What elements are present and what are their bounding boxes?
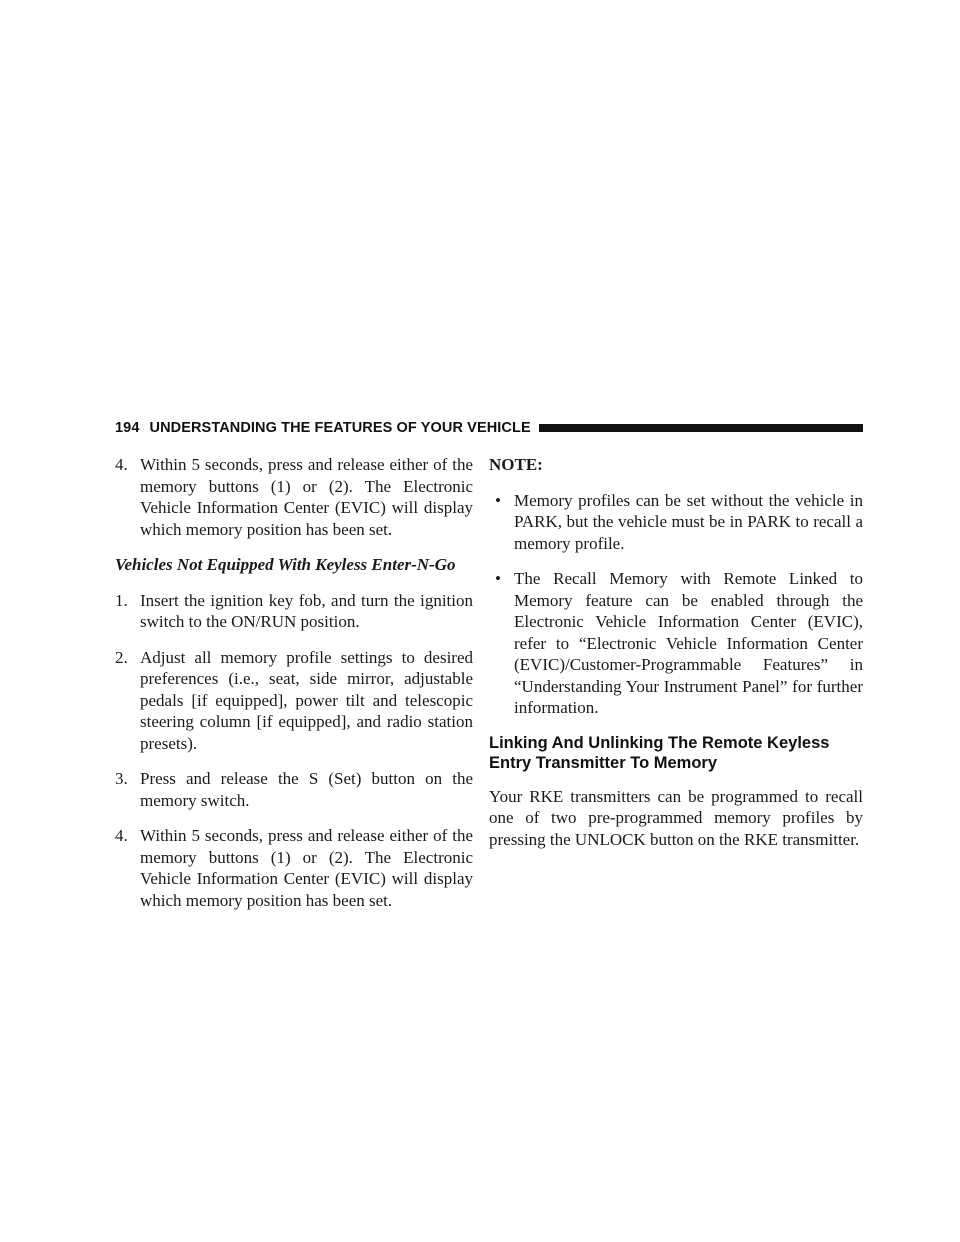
- step-text: Within 5 seconds, press and release either of the memory buttons (1) or (2). The Electronic Vehicle Information Center (EVIC) will display which memory position has been set.: [140, 455, 473, 539]
- step-number: 4.: [115, 826, 128, 845]
- step-number: 2.: [115, 647, 128, 667]
- step-item: [115, 454, 473, 540]
- body-paragraph: Your RKE transmitters can be programmed to recall one of two pre-programmed memory profiles by pressing the UNLOCK button on the RKE transmitter.: [489, 786, 863, 849]
- step-number: 3.: [115, 769, 128, 788]
- step-item: [115, 768, 473, 811]
- step-text: Press and release the S (Set) button on the memory switch.: [140, 769, 473, 810]
- right-column: [489, 454, 863, 850]
- page-number: 194: [115, 420, 140, 436]
- header-rule: [539, 424, 863, 432]
- bullet-dot-icon: •: [495, 490, 501, 510]
- section-heading: Linking And Unlinking The Remote Keyless Entry Transmitter To Memory: [489, 733, 830, 772]
- step-item: [115, 647, 473, 755]
- page-header: [115, 417, 863, 439]
- section-title: UNDERSTANDING THE FEATURES OF YOUR VEHICLE: [149, 420, 531, 436]
- step-item: [115, 590, 473, 633]
- step-text: Adjust all memory profile settings to desired preferences (i.e., seat, side mirror, adjustable pedals [if equipped], power tilt and telescopic steering column [if equipped], and radio station presets).: [140, 647, 473, 753]
- step-text: Within 5 seconds, press and release either of the memory buttons (1) or (2). The Electronic Vehicle Information Center (EVIC) will display which memory position has been set.: [140, 826, 473, 910]
- left-column: [115, 454, 473, 925]
- note-label: NOTE:: [489, 455, 543, 474]
- step-number: 4.: [115, 455, 128, 474]
- step-item: [115, 825, 473, 911]
- step-number: 1.: [115, 590, 128, 610]
- subheading: Vehicles Not Equipped With Keyless Enter-N-Go: [115, 555, 456, 574]
- step-text: Insert the ignition key fob, and turn the ignition switch to the ON/RUN position.: [140, 590, 473, 631]
- bullet-text: The Recall Memory with Remote Linked to Memory feature can be enabled through the Electronic Vehicle Information Center (EVIC), refer to “Electronic Vehicle Information Center (EVIC)/Customer-Programmable Features” in “Understanding Your Instrument Panel” for further information.: [514, 569, 863, 717]
- bullet-dot-icon: •: [495, 569, 501, 588]
- bullet-item: [489, 490, 863, 555]
- bullet-text: Memory profiles can be set without the vehicle in PARK, but the vehicle must be in PARK to recall a memory profile.: [514, 490, 863, 553]
- bullet-item: [489, 568, 863, 719]
